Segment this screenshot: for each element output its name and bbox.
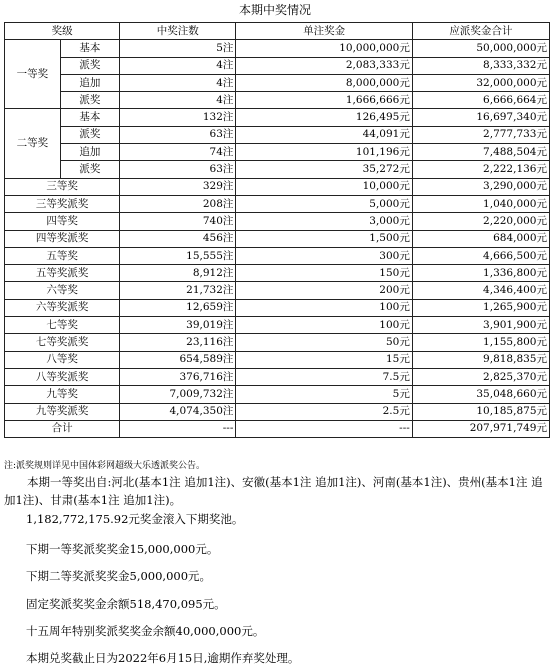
prize-name: 七等奖派奖 (5, 334, 120, 351)
prize-name: 三等奖 (5, 178, 120, 195)
total-cell: 6,666,664元 (412, 92, 549, 109)
table-row (5, 74, 550, 91)
count-cell: 4注 (120, 92, 236, 109)
prize-name: 三等奖派奖 (5, 195, 120, 212)
unit-cell: 5元 (236, 386, 412, 403)
unit-cell: 2.5元 (236, 403, 412, 420)
table-row (5, 386, 550, 403)
total-cell: 1,265,900元 (412, 299, 549, 316)
total-cell: 50,000,000元 (412, 40, 549, 57)
unit-cell: 100元 (236, 299, 412, 316)
sub-label: 基本 (60, 40, 119, 57)
total-cell: 684,000元 (412, 230, 549, 247)
winners-paragraph: 本期一等奖出自:河北(基本1注 追加1注)、安徽(基本1注 追加1注)、河南(基本1注)、贵州(基本1注 追加1注)、甘肃(基本1注 追加1注)。 (4, 475, 543, 507)
unit-cell: 3,000元 (236, 213, 412, 230)
count-cell: 654,589注 (120, 351, 236, 368)
table-row (5, 144, 550, 161)
total-cell: 2,777,733元 (412, 126, 549, 143)
table-row (5, 40, 550, 57)
total-cell: 3,290,000元 (412, 178, 549, 195)
total-cell: 1,040,000元 (412, 195, 549, 212)
total-cell: 8,333,332元 (412, 57, 549, 74)
total-cell: 2,222,136元 (412, 161, 549, 178)
table-row (5, 299, 550, 316)
table-row (5, 247, 550, 264)
prize-name: 六等奖 (5, 282, 120, 299)
count-cell: 4注 (120, 57, 236, 74)
prize-name: 四等奖 (5, 213, 120, 230)
count-cell: 8,912注 (120, 265, 236, 282)
table-row (5, 265, 550, 282)
sub-label: 派奖 (60, 126, 119, 143)
total-cell: 1,155,800元 (412, 334, 549, 351)
count-cell: 5注 (120, 40, 236, 57)
total-cell: 35,048,660元 (412, 386, 549, 403)
unit-cell: 100元 (236, 317, 412, 334)
sum-label: 合计 (5, 420, 120, 437)
table-row (5, 161, 550, 178)
table-row (5, 92, 550, 109)
total-cell: 7,488,504元 (412, 144, 549, 161)
count-cell: 376,716注 (120, 368, 236, 385)
count-cell: 63注 (120, 126, 236, 143)
table-row (5, 334, 550, 351)
unit-cell: 1,500元 (236, 230, 412, 247)
unit-cell: 35,272元 (236, 161, 412, 178)
unit-cell: 44,091元 (236, 126, 412, 143)
unit-cell: 300元 (236, 247, 412, 264)
anniversary-bonus-paragraph: 十五周年特别奖派奖奖金余额40,000,000元。 (26, 624, 265, 638)
total-cell: 4,346,400元 (412, 282, 549, 299)
deadline-paragraph: 本期兑奖截止日为2022年6月15日,逾期作弃奖处理。 (26, 651, 300, 665)
total-cell: 10,185,875元 (412, 403, 549, 420)
prize-name: 九等奖派奖 (5, 403, 120, 420)
prize-name: 八等奖派奖 (5, 368, 120, 385)
table-row (5, 195, 550, 212)
unit-cell: 1,666,666元 (236, 92, 412, 109)
total-cell: 32,000,000元 (412, 74, 549, 91)
rollover-paragraph: 1,182,772,175.92元奖金滚入下期奖池。 (26, 512, 244, 526)
count-cell: 63注 (120, 161, 236, 178)
sub-label: 基本 (60, 109, 119, 126)
count-cell: 12,659注 (120, 299, 236, 316)
total-cell: 2,825,370元 (412, 368, 549, 385)
sum-unit: --- (236, 420, 412, 437)
table-total-row (5, 420, 550, 437)
unit-cell: 2,083,333元 (236, 57, 412, 74)
unit-cell: 150元 (236, 265, 412, 282)
second-prize-label: 二等奖 (5, 109, 61, 178)
count-cell: 329注 (120, 178, 236, 195)
unit-cell: 50元 (236, 334, 412, 351)
count-cell: 740注 (120, 213, 236, 230)
unit-cell: 8,000,000元 (236, 74, 412, 91)
unit-cell: 101,196元 (236, 144, 412, 161)
sum-total: 207,971,749元 (412, 420, 549, 437)
count-cell: 39,019注 (120, 317, 236, 334)
table-note: 注:派奖规则详见中国体彩网超级大乐透派奖公告。 (4, 461, 206, 471)
count-cell: 21,732注 (120, 282, 236, 299)
total-cell: 4,666,500元 (412, 247, 549, 264)
unit-cell: 200元 (236, 282, 412, 299)
table-row (5, 57, 550, 74)
sub-label: 追加 (60, 144, 119, 161)
prize-table (4, 22, 550, 438)
fixed-bonus-balance-paragraph: 固定奖派奖奖金余额518,470,095元。 (26, 597, 226, 611)
total-cell: 2,220,000元 (412, 213, 549, 230)
prize-name: 七等奖 (5, 317, 120, 334)
count-cell: 4,074,350注 (120, 403, 236, 420)
table-row (5, 178, 550, 195)
header-unit: 单注奖金 (236, 23, 412, 40)
sub-label: 追加 (60, 74, 119, 91)
sub-label: 派奖 (60, 57, 119, 74)
table-header-row (5, 23, 550, 40)
table-row (5, 368, 550, 385)
header-count: 中奖注数 (120, 23, 236, 40)
prize-name: 六等奖派奖 (5, 299, 120, 316)
unit-cell: 5,000元 (236, 195, 412, 212)
total-cell: 3,901,900元 (412, 317, 549, 334)
table-row (5, 230, 550, 247)
count-cell: 15,555注 (120, 247, 236, 264)
count-cell: 23,116注 (120, 334, 236, 351)
count-cell: 456注 (120, 230, 236, 247)
next-first-bonus-paragraph: 下期一等奖派奖奖金15,000,000元。 (26, 542, 219, 556)
unit-cell: 126,495元 (236, 109, 412, 126)
table-row (5, 351, 550, 368)
count-cell: 132注 (120, 109, 236, 126)
total-cell: 16,697,340元 (412, 109, 549, 126)
count-cell: 4注 (120, 74, 236, 91)
total-cell: 1,336,800元 (412, 265, 549, 282)
first-prize-label: 一等奖 (5, 40, 61, 109)
prize-name: 五等奖派奖 (5, 265, 120, 282)
unit-cell: 10,000元 (236, 178, 412, 195)
table-row (5, 282, 550, 299)
count-cell: 74注 (120, 144, 236, 161)
prize-name: 八等奖 (5, 351, 120, 368)
prize-name: 五等奖 (5, 247, 120, 264)
unit-cell: 10,000,000元 (236, 40, 412, 57)
table-row (5, 126, 550, 143)
page-title: 本期中奖情况 (238, 3, 311, 17)
sum-count: --- (120, 420, 236, 437)
unit-cell: 7.5元 (236, 368, 412, 385)
total-cell: 9,818,835元 (412, 351, 549, 368)
sub-label: 派奖 (60, 161, 119, 178)
prize-name: 四等奖派奖 (5, 230, 120, 247)
table-row (5, 317, 550, 334)
prize-name: 九等奖 (5, 386, 120, 403)
table-row (5, 403, 550, 420)
header-total: 应派奖金合计 (412, 23, 549, 40)
unit-cell: 15元 (236, 351, 412, 368)
table-row (5, 213, 550, 230)
next-second-bonus-paragraph: 下期二等奖派奖奖金5,000,000元。 (26, 569, 212, 583)
header-level: 奖级 (5, 23, 120, 40)
sub-label: 派奖 (60, 92, 119, 109)
table-row (5, 109, 550, 126)
count-cell: 7,009,732注 (120, 386, 236, 403)
count-cell: 208注 (120, 195, 236, 212)
